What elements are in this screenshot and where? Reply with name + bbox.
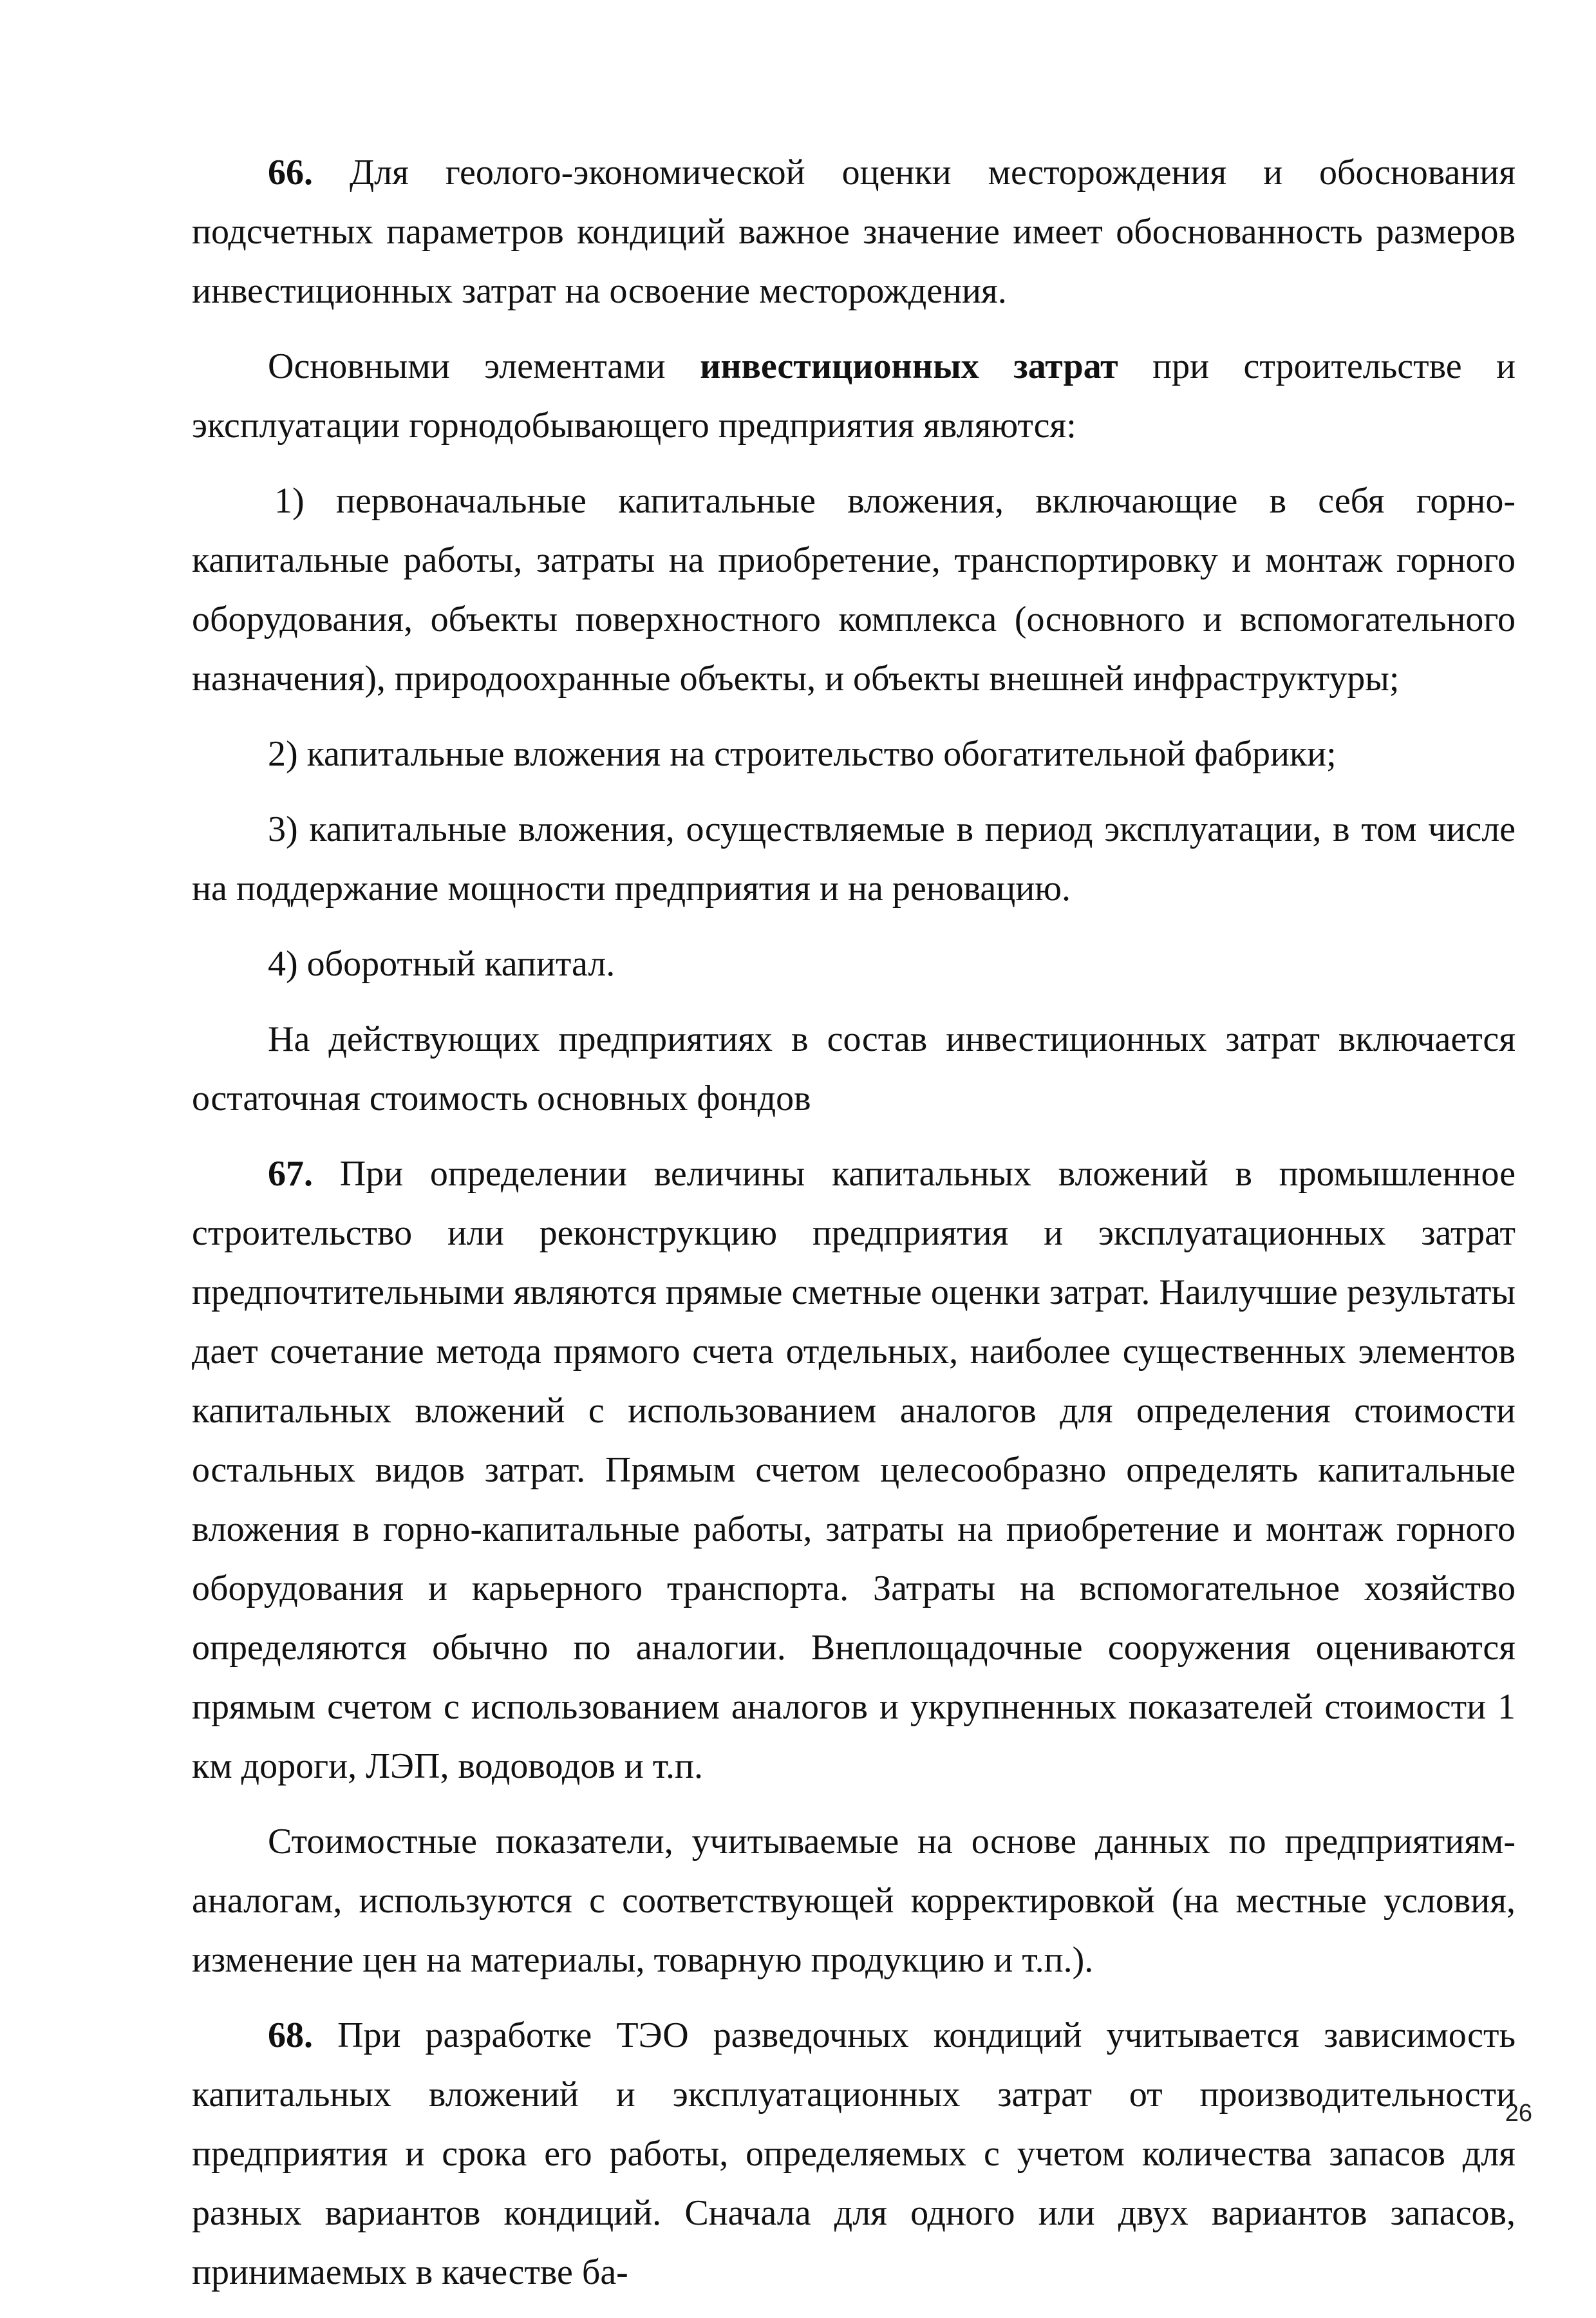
investment-costs-term: инвестиционных затрат <box>700 346 1118 386</box>
paragraph-66 <box>192 143 1516 321</box>
paragraph-68 <box>192 2006 1516 2302</box>
investment-elements-lead: Основными элементами <box>268 346 700 386</box>
body-text <box>192 143 1516 2318</box>
paragraph-residual-value: На действующих предприятиях в состав инвестиционных затрат включается остаточная стоимость основных фондов <box>192 1019 1516 1118</box>
investment-elements-tail: при строительстве и эксплуатации горнодобывающего предприятия являются: <box>192 346 1516 446</box>
section-number-66: 66. <box>268 153 313 193</box>
list-item-3: 3) капитальные вложения, осуществляемые в период эксплуатации, в том числе на поддержание мощности предприятия и на реновацию. <box>192 809 1516 909</box>
paragraph-67-text: При определении величины капитальных вложений в промышленное строительство или реконструкцию предприятия и эксплуатационных затрат предпочтительными являются прямые сметные оценки затрат. Наилучшие результаты дает сочетание метода прямого счета отдельных, наиболее существенных элементов капитальных вложений с использованием аналогов для определения стоимости остальных видов затрат. Прямым счетом целесообразно определять капитальные вложения в горно-капитальные работы, затраты на приобретение и монтаж горного оборудования и карьерного транспорта. Затраты на вспомогательное хозяйство определяются обычно по аналогии. Внеплощадочные сооружения оцениваются прямым счетом с использованием аналогов и укрупненных показателей стоимости 1 км дороги, ЛЭП, водоводов и т.п. <box>192 1154 1516 1786</box>
paragraph-investment-elements <box>192 337 1516 455</box>
list-item-1: 1) первоначальные капитальные вложения, включающие в себя горно-капитальные работы, затраты на приобретение, транспортировку и монтаж горного оборудования, объекты поверхностного комплекса (основного и вспомогательного назначения), природоохранные объекты, и объекты внешней инфраструктуры; <box>192 481 1516 699</box>
paragraph-67 <box>192 1144 1516 1796</box>
page-number: 26 <box>1505 2100 1532 2127</box>
list-item-2: 2) капитальные вложения на строительство обогатительной фабрики; <box>268 734 1337 774</box>
paragraph-analogs: Стоимостные показатели, учитываемые на основе данных по предприятиям-аналогам, используются с соответствующей корректировкой (на местные условия, изменение цен на материалы, товарную продукцию и т.п.). <box>192 1822 1516 1980</box>
list-item-4: 4) оборотный капитал. <box>268 944 615 984</box>
paragraph-68-text: При разработке ТЭО разведочных кондиций учитывается зависимость капитальных вложений и эксплуатационных затрат от производительности предприятия и срока его работы, определяемых с учетом количества запасов для разных вариантов кондиций. Сначала для одного или двух вариантов запасов, принимаемых в качестве ба- <box>192 2015 1516 2292</box>
section-number-67: 67. <box>268 1154 313 1194</box>
paragraph-66-text: Для геолого-экономической оценки месторождения и обоснования подсчетных параметров кондиций важное значение имеет обоснованность размеров инвестиционных затрат на освоение месторождения. <box>192 153 1516 311</box>
section-number-68: 68. <box>268 2015 313 2055</box>
